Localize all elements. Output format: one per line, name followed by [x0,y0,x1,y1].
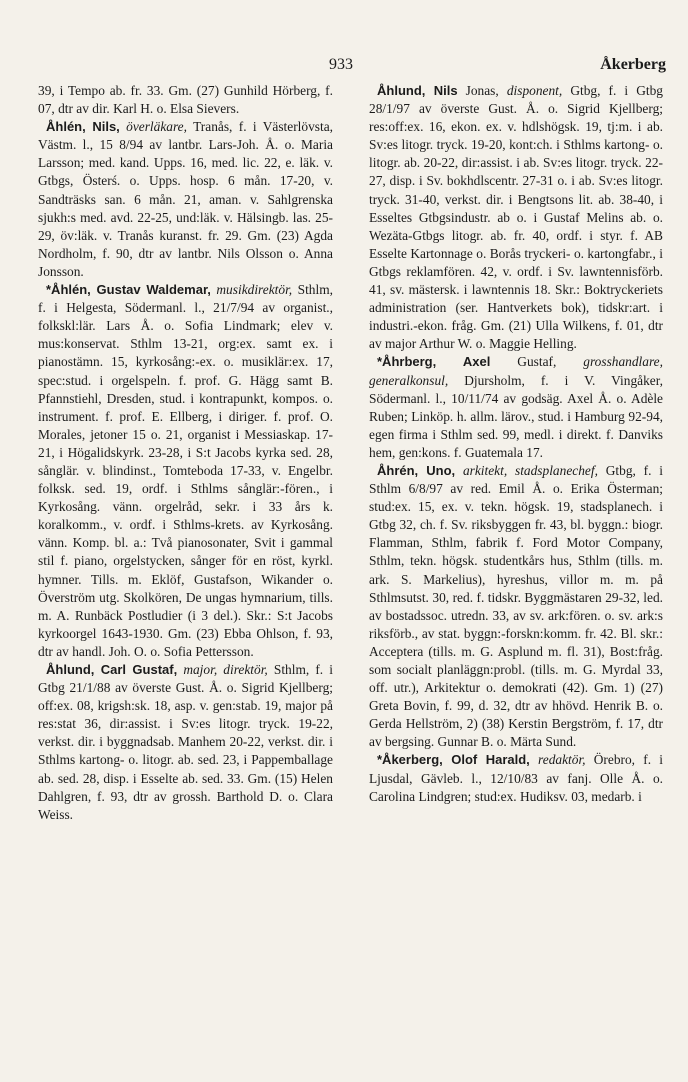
entry-body: Gtbg, f. i Gtbg 28/1/97 av överste Gust. Å. o. Sigrid Kjellberg; res:off:ex. 16, ekon. ex. v. hdlshögsk. 19, tj:m. i ab. Sv:es litogr. tryck. 19-20, kont:ch. i Sthlms kartong- o. litogr. ab. 20-22, dir:assist. i ab. Sv:es litogr. tryck. 22-27, disp. i Sv. bokhdlscentr. 27-31 o. i ab. Sv:es litogr. tryck. 31-40, verkst. dir. i Bengtsons lit. ab. 38-40, i Esseltes Gtbgsindustr. ab o. i Gustaf Melins ab. o. Wezäta-Gtbgs litogr. ab. fr. 40, ordf. i styr. f. AB Esselte Kartonnage o. Borås tryckeri- o. kartongfabr., i Gtbgs reklamfören. 42, v. ordf. i Sv. lawntennisförb. 41, sv. mästersk. i lawntennis 18. Skr.: Boktryckeriets administration (ser. Hantverkets bok), tidskr:art. i industri.-ekon. fråg. Gm. (21) Ulla Wilkens, f. 01, dtr av major Arthur W. o. Maggie Helling. [369,83,663,352]
entry-body: Örebro, f. i Ljusdal, Gävleb. l., 12/10/83 av fanj. Olle Å. o. Carolina Lindgren; stud:ex. Hudiksv. 03, medarb. i [369,752,663,804]
entry-name: *Åhlén, Gustav Waldemar, [46,282,211,298]
entry-akerberg-olof [369,751,663,805]
left-column [38,82,333,824]
entry-body: Sthlm, f. i Gtbg 21/1/88 av överste Gust. Å. o. Sigrid Kjellberg; off:ex. 08, krigsh:sk. 18, asp. v. gen:stab. 19, major på res:stat 36, dir:assist. i Sv:es litogr. tryck. 19-22, verkst. dir. i byggnadsab. Manhem 20-22, verkst. dir. i Sthlms kartong- o. litogr. ab. sed. 23, i Pappemballage ab. sed. 28, disp. i Esselte ab. sed. 33. Gm. (15) Helen Dahlgren, f. 93, dtr av grossh. Barthold D. o. Clara Weiss. [38,662,333,822]
entry-name-suffix: Jonas, [465,83,499,98]
entry-body: Gtbg, f. i Sthlm 6/8/97 av red. Emil Å. o. Erika Österman; stud:ex. 15, ex. v. tekn. högsk. 19, stadsplanech. i Gtbg 32, ch. f. Sv. riksbyggen fr. 43, bl. byggn.: biogr. Flamman, Sthlm, fabrik f. Ford Motor Company, Sthlm, tekn. högsk. studentkårs hus, Sthlm (tills. m. ark. S. Markelius), hyreshus, villor m. m. på Sthlmsutst. 30, red. f. tidskr. Byggmästaren 29-32, led. av bostadssoc. utredn. 33, av sv. ark:fören. o. sv. ark:s riksförb., av stat. byggn:-forskn:komm. fr. 42. Bl. skr.: Acceptera (tills. m. G. Asplund m. fl. 31), Bost:fråg. som socialt planläggn:probl. (tills. m. G. Myrdal 33, off. utr.), Arkitektur o. demokrati (42). Gm. 1) (27) Greta Bovin, f. 99, d. 32, dtr av hhövd. Henrik B. o. Gerda Hellström, 2) (38) Kerstin Bergström, f. 17, dtr av bergsing. Gunnar B. o. Märta Sund. [369,462,663,750]
entry-name-suffix: Gustaf, [517,354,557,370]
entry-ahrberg-axel [369,353,663,462]
entry-occupation: disponent, [506,83,563,98]
entry-name: *Åkerberg, Olof Harald, [377,752,530,768]
entry-ahlund-nils [369,82,663,353]
entry-ahren-uno [369,462,663,752]
entry-occupation: arkitekt, stadsplanechef, [462,462,598,478]
entry-body: Sthlm, f. i Helgesta, Södermanl. l., 21/7/94 av organist., folkskl:lär. Lars Å. o. Sofia Lindmark; elev v. mus:konservat. Sthlm 13-21, org:ex. samt ex. i pianostämn. 15, kyrkosång:-ex. o. musiklär:ex. 17, spec:stud. i orgelspeln. f. prof. G. Hägg samt B. Pfannstiehl, Dresden, stud. i kontrapunkt, kompos. o. instrument. f. prof. E. Ellberg, i diriger. f. prof. O. Morales, jetoner 15 o. 21, organist i Messiaskap. 17-21, i Högalidskyrk. 23-28, i S:t Jacobs kyrka sed. 28, sånglär. v. blindinst., Tomteboda 17-33, v. Engelbr. folksk. sed. 19, ordf. i Sthlms sånglär:-fören., i Kyrkosång. vänn. orgelråd, sekr. i 33 års k. koralkomm., v. ordf. i Sthlms-krets. av Kyrkosång. vänn. Komp. bl. a.: Två pianosonater, Svit i gammal stil f. piano, orgelstycken, sånger för en röst, kyrkl. hymner. Tills. m. Eklöf, Gustafson, Wikander o. Överström utg. Skolkören, De ungas hymnarium, tills. m. A. Runbäck Postludier (i 3 del.). Skr.: S:t Jacobs kyrkoorgel 1643-1930. Gm. (23) Ebba Ohlson, f. 93, dtr av handl. Joh. O. o. Sofia Pettersson. [38,282,333,659]
entry-ahlen-nils [38,118,333,281]
entry-ahlen-gustav [38,281,333,661]
entry-occupation: major, direktör, [183,662,268,677]
entry-name: Åhrén, Uno, [377,462,456,478]
entry-ahlund-carl [38,661,333,824]
entry-name: Åhlén, Nils, [46,119,120,135]
entry-body: Tranås, f. i Västerlövsta, Västm. l., 15 8/94 av lantbr. Lars-Joh. Å. o. Maria Larsson; med. kand. Upps. 16, med. lic. 22, e. läk. v. Gtbgs, Österś. o. Upps. hosp. 6 mån. 17-20, v. Sandträsks san. 6 mån. 21, aman. v. Sahlgrenska sjukh:s med. avd. 22-25, und:läk. v. Hälsingb. las. 25-29, öv:läk. v. Tranås kuranst. fr. 29. Gm. (23) Agda Nordholm, f. 90, dtr av lantbr. Nils Olsson o. Anna Jonsson. [38,119,333,279]
entry-occupation: överläkare, [126,119,187,135]
page-number: 933 [329,56,353,73]
entry-name: *Åhrberg, Axel [377,354,491,370]
entry-occupation: grosshandlare, generalkonsul, [369,354,663,388]
entry-body: Djursholm, f. i V. Vingåker, Södermanl. l., 10/11/74 av godsäg. Axel Å. o. Adèle Ruben; Linköp. h. allm. lärov., stud. i Hamburg 92-94, egen firma i Sthlm sed. 99, medl. i direkt. f. Danviks hem, gen:kons. f. Guatemala 17. [369,372,663,460]
running-head: Åkerberg [600,56,666,73]
entry-occupation: redaktör, [538,752,586,768]
right-column [369,82,663,806]
entry-occupation: musikdirektör, [216,282,293,298]
entry-name: Åhlund, Carl Gustaf, [46,662,178,677]
continuation-text: 39, i Tempo ab. fr. 33. Gm. (27) Gunhild Hörberg, f. 07, dtr av dir. Karl H. o. Elsa Sievers. [38,83,333,117]
entry-name: Åhlund, Nils [377,83,458,98]
